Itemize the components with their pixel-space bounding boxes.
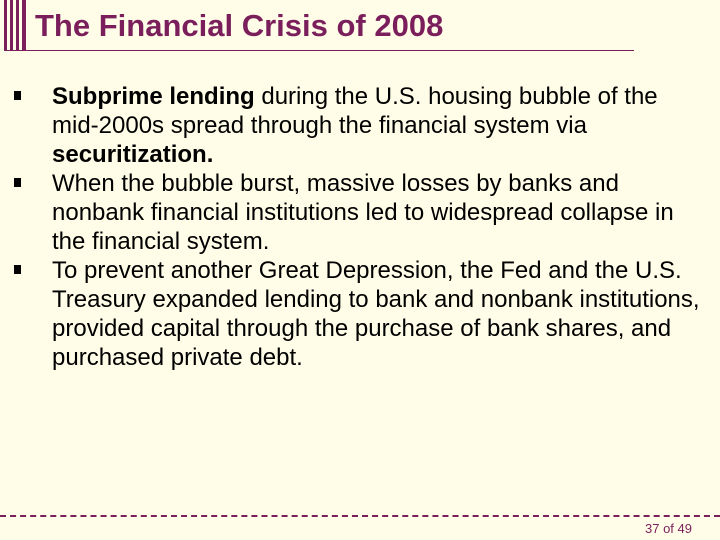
page-number: [645, 521, 692, 536]
bullet-text: To prevent another Great Depression, the Fed and the U.S. Treasury expanded lending to bank and nonbank institutions, provided capital through the purchase of bank shares, and purchased private debt.: [52, 257, 700, 371]
bullet-text: When the bubble burst, massive losses by banks and nonbank financial institutions led to widespread collapse in the financial system.: [52, 170, 674, 255]
bullet-text: [52, 83, 658, 168]
page-current: 37: [644, 521, 660, 536]
square-bullet-icon: [14, 91, 21, 100]
text-run: during the U.S. housing bubble of the mid-2000s spread through the financial system via: [52, 83, 658, 139]
bold-term: Subprime lending: [52, 83, 255, 110]
text-run: .: [206, 141, 214, 168]
bullet-list: [14, 82, 704, 372]
slide-title: The Financial Crisis of 2008: [35, 8, 444, 43]
bullet-item: [14, 82, 704, 169]
bullet-item: [14, 256, 704, 372]
page-total: 49: [677, 521, 692, 536]
square-bullet-icon: [14, 265, 21, 274]
title-underline: [4, 50, 634, 51]
footer-divider: [0, 515, 720, 517]
page-separator: of: [663, 521, 674, 536]
square-bullet-icon: [14, 178, 21, 187]
bullet-item: [14, 169, 704, 256]
title-accent-bars: [4, 0, 28, 50]
bold-term: securitization: [52, 141, 207, 168]
